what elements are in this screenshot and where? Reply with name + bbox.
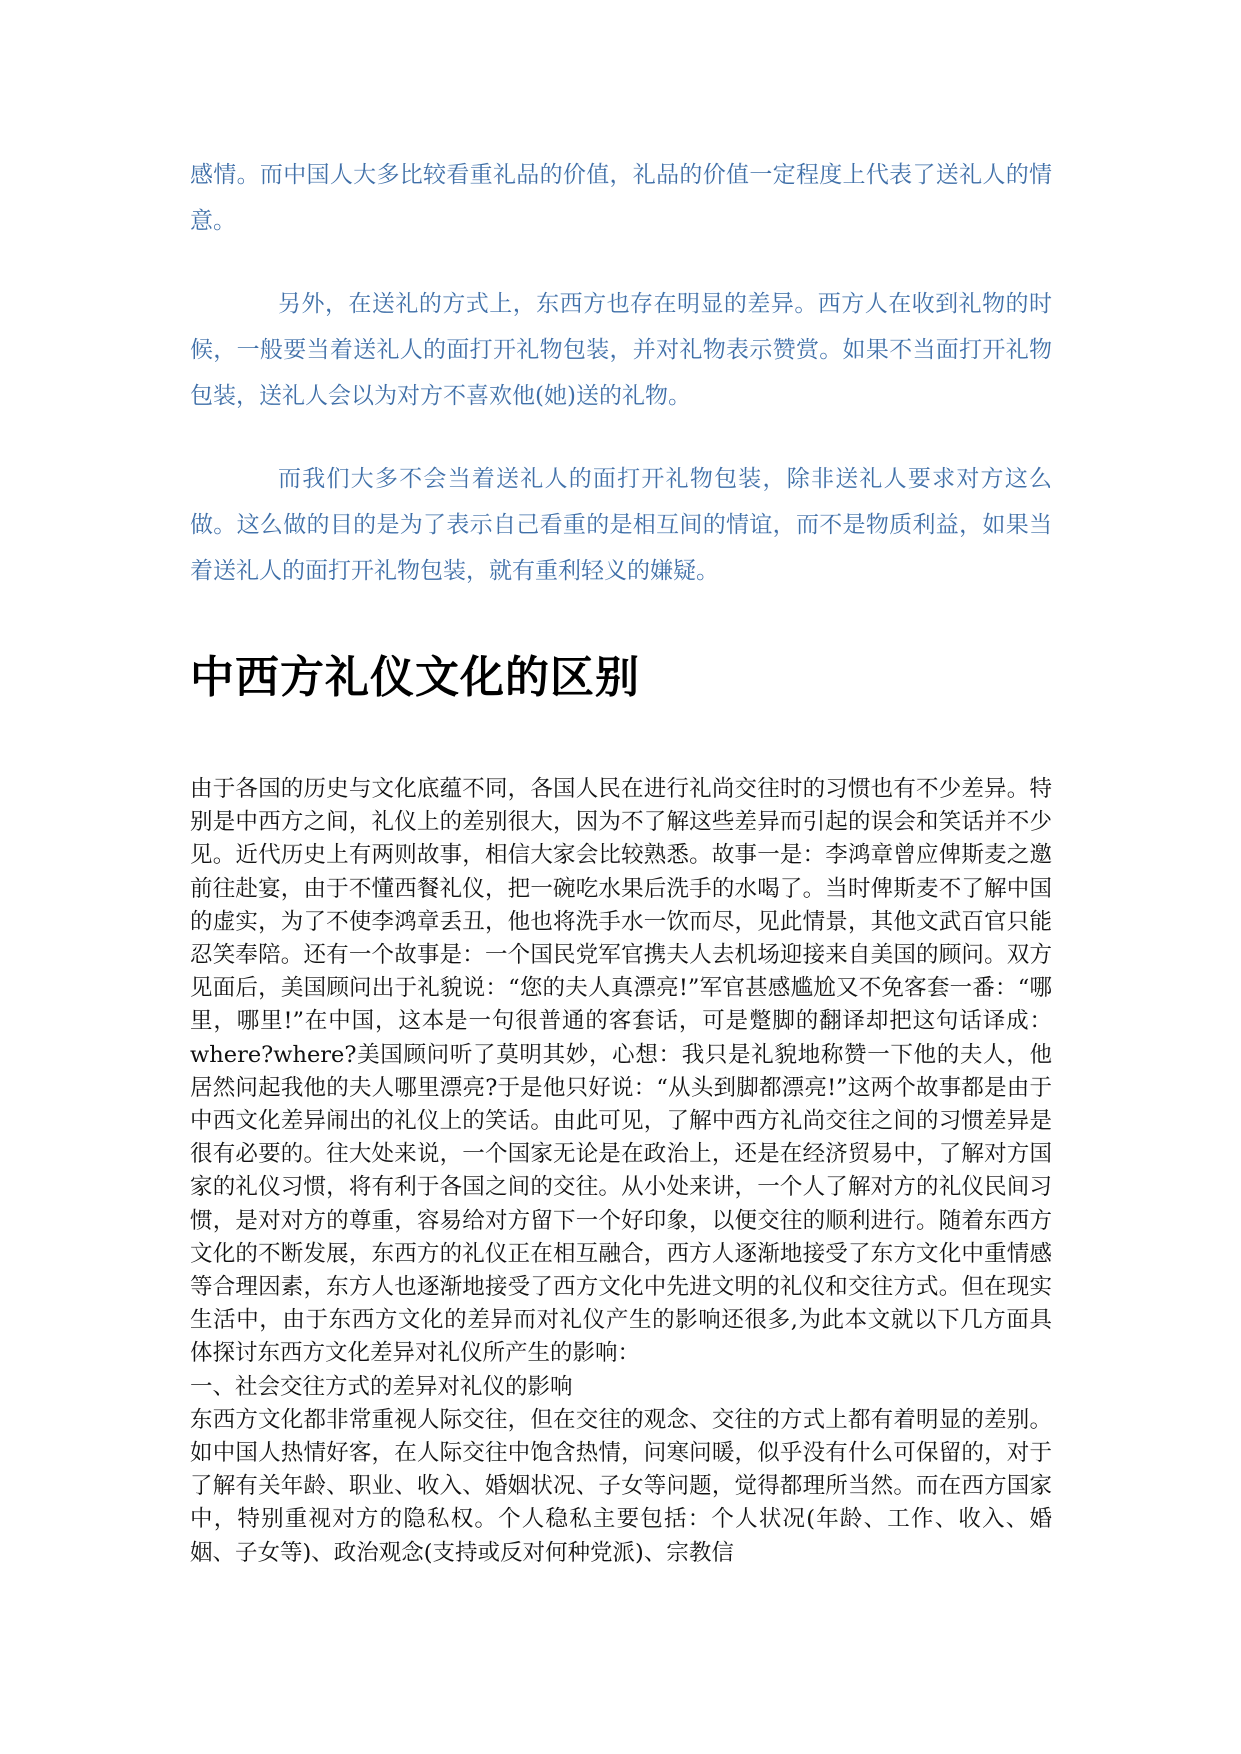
- paragraph: 另外，在送礼的方式上，东西方也存在明显的差异。西方人在收到礼物的时候，一般要当着送礼人的面打开礼物包装，并对礼物表示赞赏。如果不当面打开礼物包装，送礼人会以为对方不喜欢他(她)送的礼物。: [190, 291, 1052, 409]
- subheading: 一、社会交往方式的差异对礼仪的影响: [190, 1373, 573, 1400]
- paragraph: 东西方文化都非常重视人际交往，但在交往的观念、交往的方式上都有着明显的差别。如中国人热情好客，在人际交往中饱含热情，问寒问暖，似乎没有什么可保留的，对于了解有关年龄、职业、收入、婚姻状况、子女等问题，觉得都理所当然。而在西方国家中，特别重视对方的隐私权。个人稳私主要包括：个人状况(年龄、工作、收入、婚姻、子女等)、政治观念(支持或反对何种党派)、宗教信: [190, 1406, 1052, 1566]
- intro-paragraph: 由于各国的历史与文化底蕴不同，各国人民在进行礼尚交往时的习惯也有不少差异。特别是中西方之间，礼仪上的差别很大，因为不了解这些差异而引起的误会和笑话并不少见。近代历史上有两则故事，相信大家会比较熟悉。故事一是：李鸿章曾应俾斯麦之邀前往赴宴，由于不懂西餐礼仪，把一碗吃水果后洗手的水喝了。当时俾斯麦不了解中国的虚实，为了不使李鸿章丢丑，他也将洗手水一饮而尽，见此情景，其他文武百官只能忍笑奉陪。还有一个故事是：一个国民党军官携夫人去机场迎接来自美国的顾问。双方见面后，美国顾问出于礼貌说：“您的夫人真漂亮!”军官甚感尴尬又不免客套一番：“哪里，哪里!”在中国，这本是一句很普通的客套话，可是蹩脚的翻译却把这句话译成：where?where?美国顾问听了莫明其妙，心想：我只是礼貌地称赞一下他的夫人，他居然问起我他的夫人哪里漂亮?于是他只好说：“从头到脚都漂亮!”这两个故事都是由于中西文化差异闹出的礼仪上的笑话。由此可见，了解中西方礼尚交往之间的习惯差异是很有必要的。往大处来说，一个国家无论是在政治上，还是在经济贸易中，了解对方国家的礼仪习惯，将有利于各国之间的交往。从小处来讲，一个人了解对方的礼仪民间习惯，是对对方的尊重，容易给对方留下一个好印象，以便交往的顺利进行。随着东西方文化的不断发展，东西方的礼仪正在相互融合，西方人逐渐地接受了东方文化中重情感等合理因素，东方人也逐渐地接受了西方文化中先进文明的礼仪和交往方式。但在现实生活中，由于东西方文化的差异而对礼仪产生的影响还很多,为此本文就以下几方面具体探讨东西方文化差异对礼仪所产生的影响：: [190, 776, 1052, 1367]
- paragraph: 而我们大多不会当着送礼人的面打开礼物包装，除非送礼人要求对方这么做。这么做的目的是为了表示自己看重的是相互间的情谊，而不是物质利益，如果当着送礼人的面打开礼物包装，就有重利轻义的嫌疑。: [190, 466, 1052, 584]
- paragraph: 感情。而中国人大多比较看重礼品的价值，礼品的价值一定程度上代表了送礼人的情意。: [190, 162, 1052, 234]
- section-body: [190, 773, 1052, 1570]
- section-title: 中西方礼仪文化的区别: [190, 652, 640, 703]
- continuation-text: [190, 152, 1052, 631]
